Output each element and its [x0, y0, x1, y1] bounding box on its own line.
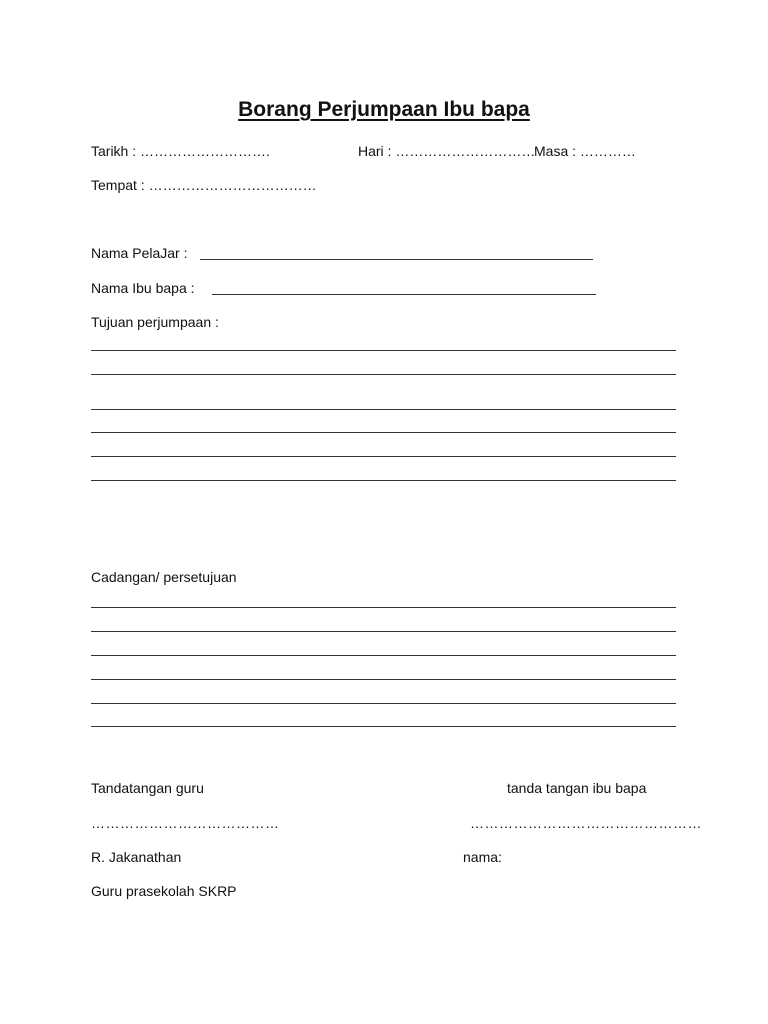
tarikh-field: Tarikh : ………………………. [91, 143, 270, 159]
hari-field: Hari : ………………………… [358, 143, 536, 159]
tujuan-line-2 [91, 374, 676, 375]
tujuan-line-3 [91, 409, 676, 410]
masa-field: Masa : ………… [534, 143, 636, 159]
nama-pelajar-label: Nama PelaJar : [91, 245, 188, 261]
tujuan-line-5 [91, 456, 676, 457]
cadangan-line-4 [91, 679, 676, 680]
nama-ibubapa-label: Nama Ibu bapa : [91, 280, 195, 296]
cadangan-line-5 [91, 703, 676, 704]
tujuan-line-4 [91, 432, 676, 433]
nama-ibubapa-line [212, 294, 596, 295]
ibubapa-signature-dots: ………………………………………… [470, 815, 702, 831]
tempat-field: Tempat : ……………………………… [91, 177, 317, 193]
cadangan-label: Cadangan/ persetujuan [91, 569, 237, 585]
form-title: Borang Perjumpaan Ibu bapa [238, 98, 530, 121]
tandatangan-guru-label: Tandatangan guru [91, 780, 204, 796]
guru-name: R. Jakanathan [91, 849, 182, 865]
tujuan-label: Tujuan perjumpaan : [91, 314, 219, 330]
cadangan-line-2 [91, 631, 676, 632]
tujuan-line-6 [91, 480, 676, 481]
nama-pelajar-line [200, 259, 593, 260]
tujuan-line-1 [91, 350, 676, 351]
cadangan-line-6 [91, 726, 676, 727]
guru-signature-dots: ………………………………… [91, 815, 280, 831]
nama-label: nama: [463, 849, 502, 865]
tandatangan-ibubapa-label: tanda tangan ibu bapa [507, 780, 647, 796]
guru-position: Guru prasekolah SKRP [91, 883, 237, 899]
cadangan-line-1 [91, 607, 676, 608]
cadangan-line-3 [91, 655, 676, 656]
